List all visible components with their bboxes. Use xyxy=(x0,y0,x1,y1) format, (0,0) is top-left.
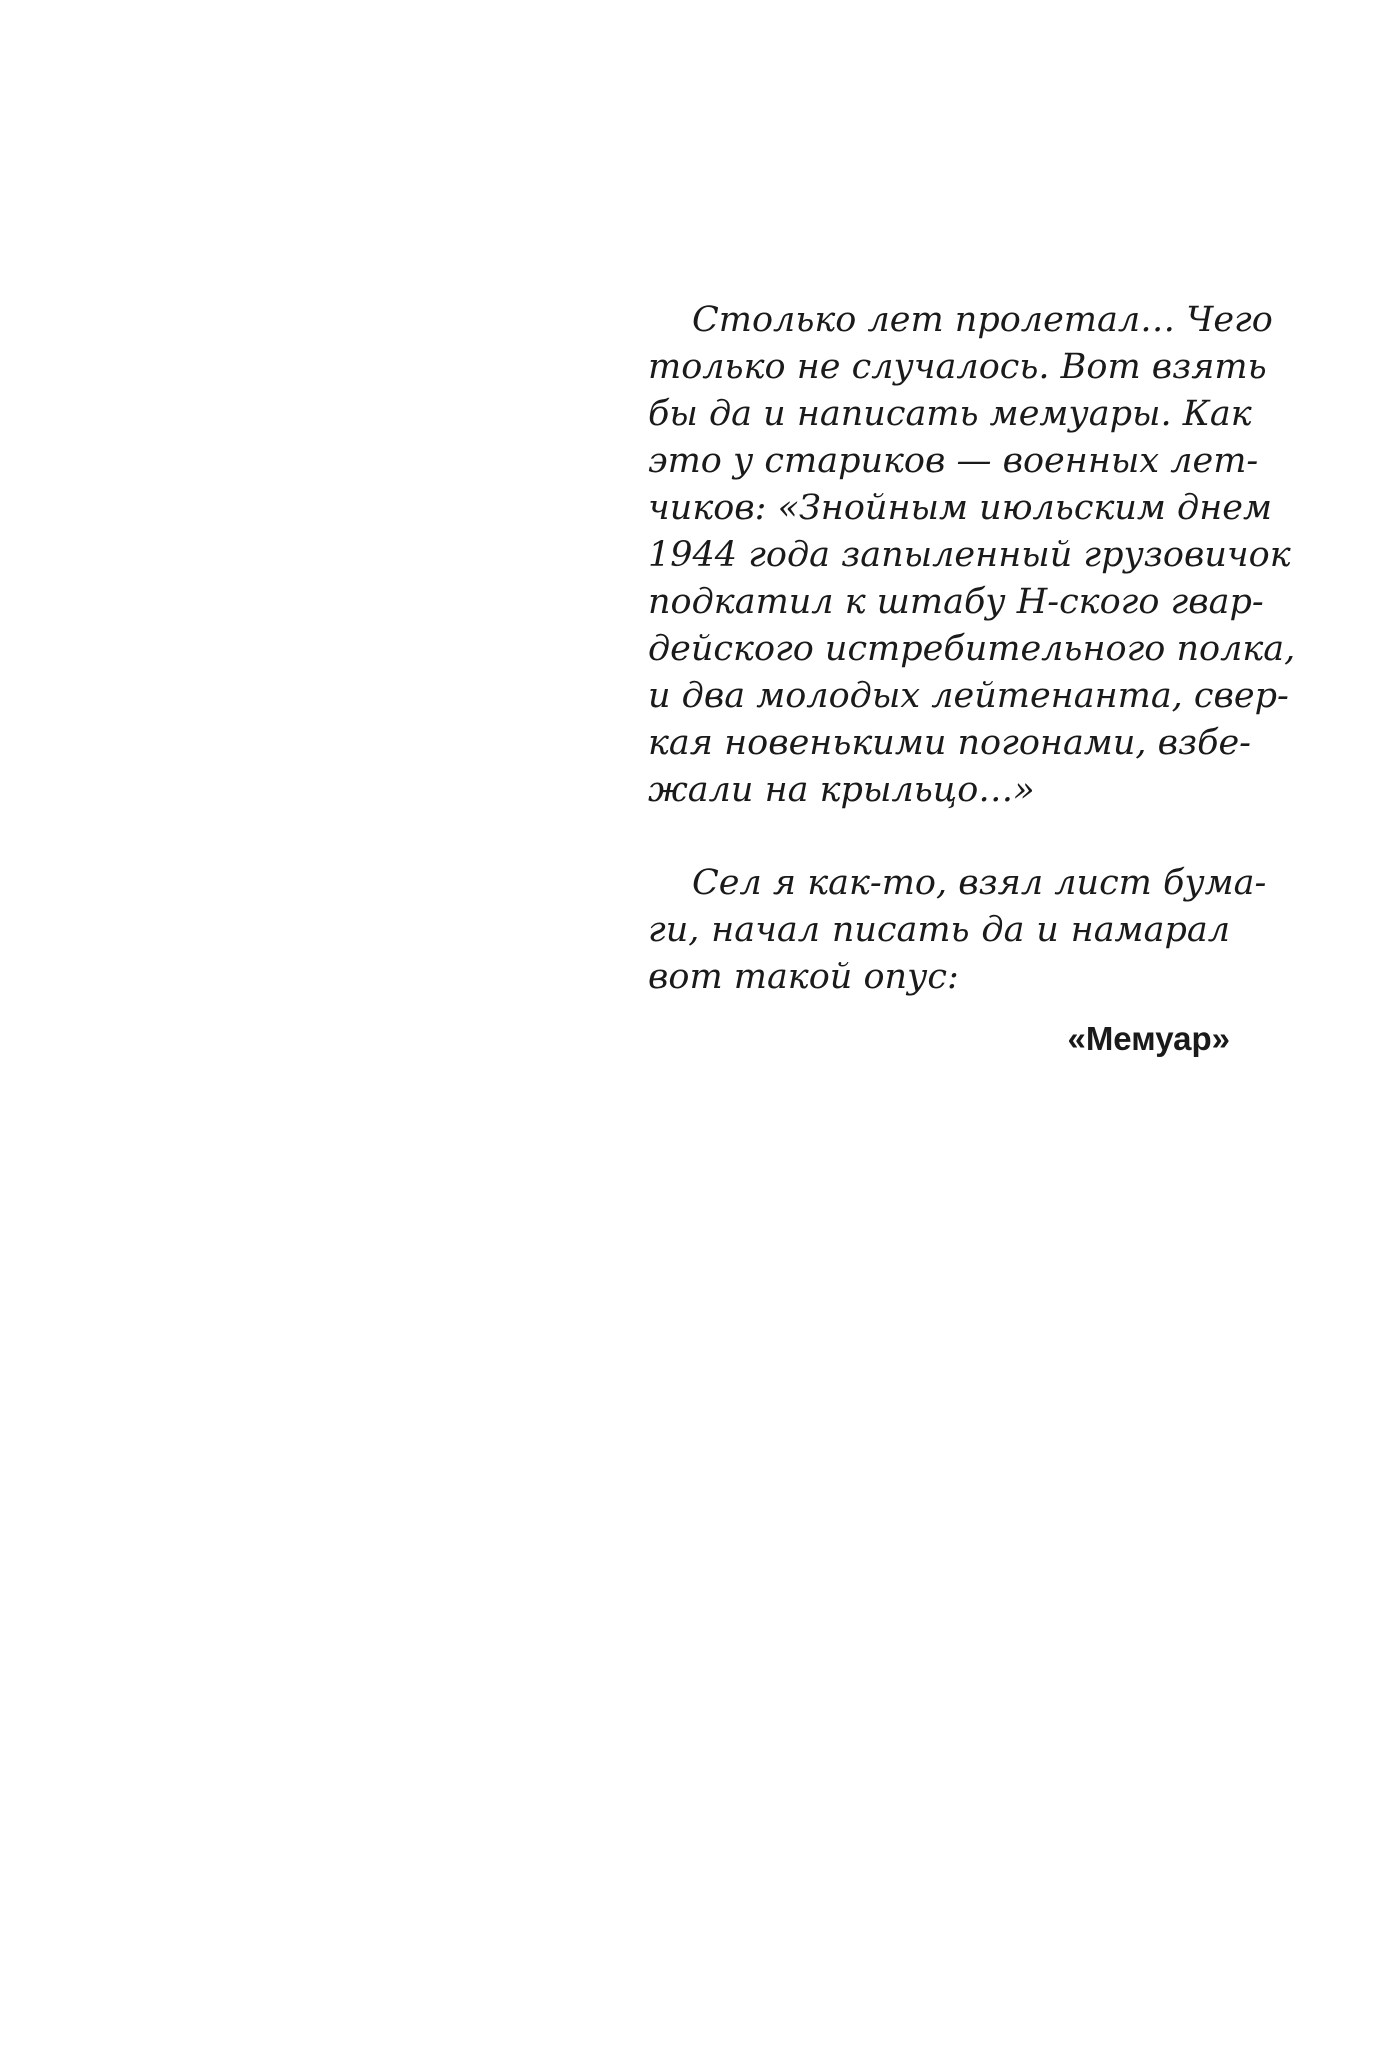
text-line: вот такой опус: xyxy=(648,957,959,997)
text-line: чиков: «Знойным июльским днем xyxy=(648,488,1273,528)
text-line: кая новенькими погонами, взбе- xyxy=(648,723,1251,763)
epigraph-signature: «Мемуар» xyxy=(1067,1020,1230,1057)
epigraph-paragraph-1 xyxy=(648,297,1296,814)
text-line: это у стариков — военных лет- xyxy=(648,441,1259,481)
epigraph-block xyxy=(648,297,1296,1062)
epigraph-paragraph-2 xyxy=(648,860,1267,1001)
text-line: 1944 года запыленный грузовичок xyxy=(648,535,1291,575)
text-line: бы да и написать мемуары. Как xyxy=(648,394,1252,434)
text-line: жали на крыльцо…» xyxy=(648,770,1035,810)
text-line: только не случалось. Вот взять xyxy=(648,347,1267,387)
text-line: и два молодых лейтенанта, свер- xyxy=(648,676,1289,716)
text-line: ги, начал писать да и намарал xyxy=(648,910,1230,950)
text-line: Сел я как-то, взял лист бума- xyxy=(692,863,1267,903)
text-line: Столько лет пролетал… Чего xyxy=(692,300,1273,340)
text-line: подкатил к штабу Н-ского гвар- xyxy=(648,582,1264,622)
text-line: дейского истребительного полка, xyxy=(648,629,1296,669)
